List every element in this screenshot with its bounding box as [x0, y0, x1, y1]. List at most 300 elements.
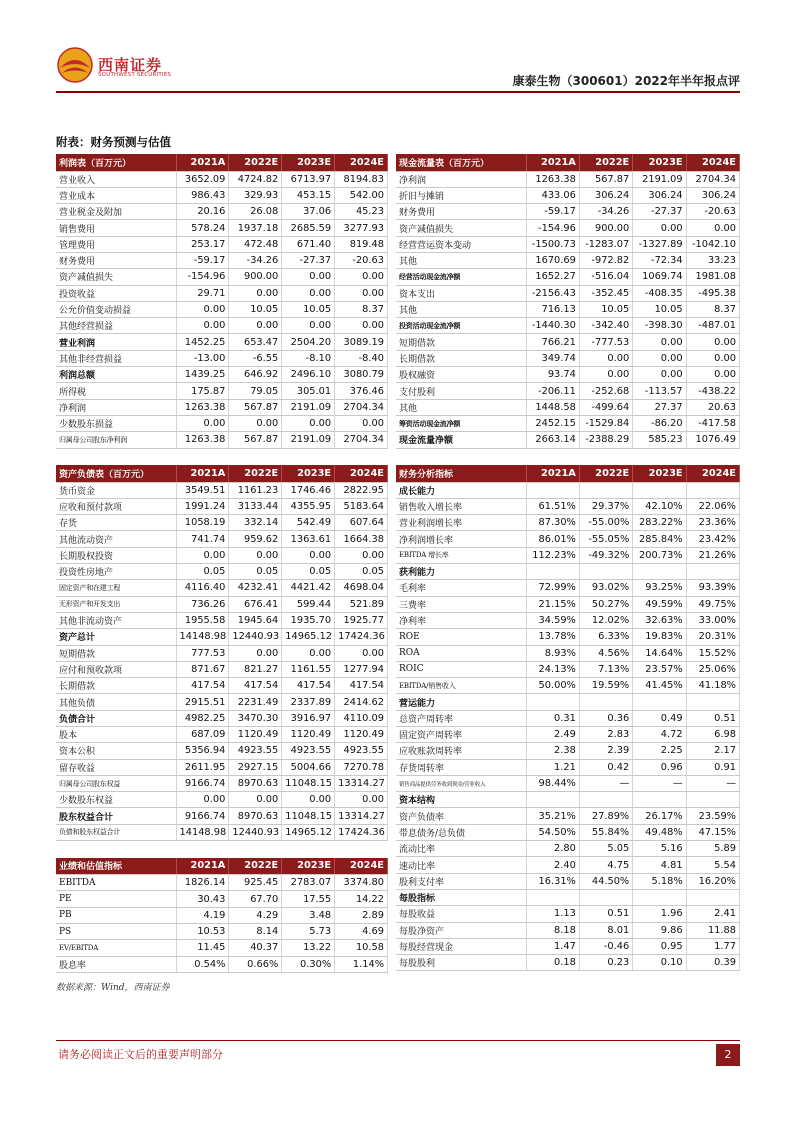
row-value: 26.17% [633, 808, 686, 824]
row-value: 0.00 [686, 220, 739, 236]
row-label: 获利能力 [396, 564, 526, 580]
table-row [56, 301, 388, 317]
row-value: 0.00 [633, 367, 686, 383]
row-value: 2496.10 [282, 367, 335, 383]
year-header: 2021A [176, 154, 229, 171]
row-value: 61.51% [526, 498, 579, 514]
left-table [56, 154, 388, 973]
row-label: 投资性房地产 [56, 564, 176, 580]
table-row [56, 629, 388, 645]
row-value: 4232.41 [229, 580, 282, 596]
table-row [396, 629, 740, 645]
row-value: 19.83% [633, 629, 686, 645]
table-row [56, 596, 388, 612]
header-divider [56, 91, 740, 93]
row-value: 2.17 [686, 743, 739, 759]
year-header: 2024E [335, 858, 388, 875]
row-value: 2915.51 [176, 694, 229, 710]
row-value: 8.37 [686, 301, 739, 317]
row-value: 0.18 [526, 955, 579, 971]
row-label: 所得税 [56, 383, 176, 399]
row-value: 0.00 [335, 285, 388, 301]
row-label: 净利润增长率 [396, 531, 526, 547]
row-value: 5004.66 [282, 759, 335, 775]
row-value [579, 564, 632, 580]
row-value: 72.99% [526, 580, 579, 596]
row-label: 营业利润 [56, 334, 176, 350]
row-value [686, 792, 739, 808]
row-value: 0.49 [633, 710, 686, 726]
row-value: 453.15 [282, 187, 335, 203]
row-label: 资本支出 [396, 285, 526, 301]
row-label: 存货 [56, 515, 176, 531]
row-value: 0.00 [176, 301, 229, 317]
row-value: 0.00 [229, 318, 282, 334]
row-value: 200.73% [633, 547, 686, 563]
row-value: 3080.79 [335, 367, 388, 383]
row-value: 0.54% [176, 956, 229, 972]
table-header-row [56, 465, 388, 482]
row-value: -72.34 [633, 252, 686, 268]
report-title: 康泰生物（300601）2022年半年报点评 [512, 74, 740, 88]
row-value: 0.00 [335, 415, 388, 431]
row-value: 819.48 [335, 236, 388, 252]
row-value: 1991.24 [176, 498, 229, 514]
row-value: 49.75% [686, 596, 739, 612]
row-value: 2191.09 [633, 171, 686, 187]
table-row [396, 955, 740, 971]
row-value: 112.23% [526, 547, 579, 563]
table-row [56, 220, 388, 236]
row-value: 1.21 [526, 759, 579, 775]
row-value: 0.00 [176, 547, 229, 563]
row-value: 10.05 [633, 301, 686, 317]
row-value: -8.40 [335, 350, 388, 366]
row-value [526, 694, 579, 710]
row-value: 687.09 [176, 727, 229, 743]
row-value: -438.22 [686, 383, 739, 399]
row-label: 三费率 [396, 596, 526, 612]
table-row [56, 171, 388, 187]
row-value: 13.22 [282, 940, 335, 956]
table-row [56, 661, 388, 677]
table-title: 利润表（百万元） [56, 154, 176, 171]
row-value: 44.50% [579, 873, 632, 889]
row-value [526, 482, 579, 498]
row-value: 4923.55 [335, 743, 388, 759]
row-value: 29.71 [176, 285, 229, 301]
row-value: 417.54 [335, 678, 388, 694]
year-header: 2023E [633, 154, 686, 171]
row-value: 349.74 [526, 350, 579, 366]
row-value: 585.23 [633, 432, 686, 448]
spacer-cell [176, 841, 229, 858]
row-label: 无形资产和开发支出 [56, 596, 176, 612]
row-value: 2504.20 [282, 334, 335, 350]
row-value: 376.46 [335, 383, 388, 399]
row-value: 0.00 [229, 415, 282, 431]
row-value: 900.00 [229, 269, 282, 285]
row-value: 0.00 [282, 415, 335, 431]
row-value: 13314.27 [335, 808, 388, 824]
row-value: -1042.10 [686, 236, 739, 252]
row-value: 2.40 [526, 857, 579, 873]
row-label: 股东权益合计 [56, 808, 176, 824]
table-row [56, 940, 388, 956]
table-row [396, 596, 740, 612]
row-value: 1069.74 [633, 269, 686, 285]
row-value: 8970.63 [229, 775, 282, 791]
table-header-row [396, 465, 740, 482]
row-label: 资本结构 [396, 792, 526, 808]
table-row [56, 743, 388, 759]
row-value: 49.59% [633, 596, 686, 612]
row-value: 417.54 [176, 678, 229, 694]
table-row [396, 367, 740, 383]
row-value: 2452.15 [526, 415, 579, 431]
row-value: 925.45 [229, 875, 282, 891]
row-label: 流动比率 [396, 841, 526, 857]
row-value: 30.43 [176, 891, 229, 907]
table-row [396, 743, 740, 759]
row-label: 其他 [396, 399, 526, 415]
row-label: 应付和预收款项 [56, 661, 176, 677]
row-label: 管理费用 [56, 236, 176, 252]
row-value: 93.39% [686, 580, 739, 596]
row-value: 17424.36 [335, 824, 388, 840]
year-header: 2022E [579, 154, 632, 171]
row-value: 0.00 [229, 792, 282, 808]
row-value: 2.80 [526, 841, 579, 857]
row-value: 2704.34 [335, 399, 388, 415]
row-value: 900.00 [579, 220, 632, 236]
row-value: 4.81 [633, 857, 686, 873]
year-header: 2024E [335, 154, 388, 171]
footer-disclaimer: 请务必阅读正文后的重要声明部分 [58, 1048, 223, 1061]
row-label: 长期借款 [396, 350, 526, 366]
row-value: 417.54 [282, 678, 335, 694]
row-value: 4355.95 [282, 498, 335, 514]
row-value: -2156.43 [526, 285, 579, 301]
row-value: 1670.69 [526, 252, 579, 268]
row-label: 现金流量净额 [396, 432, 526, 448]
table-row [56, 645, 388, 661]
row-value: 0.00 [579, 350, 632, 366]
row-value: 0.00 [176, 415, 229, 431]
row-label: 应收账款周转率 [396, 743, 526, 759]
table-row [396, 841, 740, 857]
row-value: 1826.14 [176, 875, 229, 891]
row-label: PS [56, 923, 176, 939]
row-value: 6713.97 [282, 171, 335, 187]
table-row [396, 612, 740, 628]
row-value [579, 889, 632, 905]
row-value: 1161.55 [282, 661, 335, 677]
row-value: 1076.49 [686, 432, 739, 448]
row-label: EBITDA [56, 875, 176, 891]
table-row [56, 775, 388, 791]
row-value [686, 564, 739, 580]
table-row [56, 891, 388, 907]
row-value: 0.36 [579, 710, 632, 726]
row-value: 1746.46 [282, 482, 335, 498]
table-row [396, 432, 740, 448]
year-header: 2023E [282, 465, 335, 482]
table-row [56, 727, 388, 743]
row-value: 0.23 [579, 955, 632, 971]
row-value: 716.13 [526, 301, 579, 317]
row-value: 6.98 [686, 727, 739, 743]
row-value: 10.05 [229, 301, 282, 317]
row-value: 21.26% [686, 547, 739, 563]
table-row [396, 482, 740, 498]
row-value: 2704.34 [335, 432, 388, 448]
row-label: 投资活动现金流净额 [396, 318, 526, 334]
row-value: 2663.14 [526, 432, 579, 448]
table-row [56, 792, 388, 808]
row-value: -252.68 [579, 383, 632, 399]
table-row [396, 694, 740, 710]
year-header: 2024E [686, 154, 739, 171]
row-value [526, 792, 579, 808]
row-value: -495.38 [686, 285, 739, 301]
row-value: 23.59% [686, 808, 739, 824]
page-header [56, 42, 740, 92]
row-value: 14965.12 [282, 824, 335, 840]
row-value: -13.00 [176, 350, 229, 366]
row-value: 653.47 [229, 334, 282, 350]
row-value: 4.75 [579, 857, 632, 873]
spacer-cell [335, 841, 388, 858]
row-value: 14965.12 [282, 629, 335, 645]
row-value: 55.84% [579, 824, 632, 840]
row-value: 3549.51 [176, 482, 229, 498]
row-value: 542.49 [282, 515, 335, 531]
row-value: 14148.98 [176, 824, 229, 840]
spacer-cell [526, 448, 579, 465]
table-title: 现金流量表（百万元） [396, 154, 526, 171]
row-value: 2822.95 [335, 482, 388, 498]
row-label: ROA [396, 645, 526, 661]
table-row [396, 938, 740, 954]
row-value: 11.88 [686, 922, 739, 938]
row-label: EBITDA 增长率 [396, 547, 526, 563]
row-value: 8970.63 [229, 808, 282, 824]
row-value: 2611.95 [176, 759, 229, 775]
row-value: 0.05 [335, 564, 388, 580]
row-value: 9166.74 [176, 775, 229, 791]
row-value: 0.00 [335, 792, 388, 808]
row-label: 营业收入 [56, 171, 176, 187]
row-value [633, 564, 686, 580]
row-value: 0.00 [229, 285, 282, 301]
row-value: 2.83 [579, 727, 632, 743]
row-value: 578.24 [176, 220, 229, 236]
row-value: 0.00 [229, 547, 282, 563]
table-row [396, 775, 740, 791]
row-value: 0.00 [229, 645, 282, 661]
row-value: 0.51 [579, 906, 632, 922]
row-value: 0.00 [282, 792, 335, 808]
row-value: 0.00 [282, 318, 335, 334]
table-row [396, 824, 740, 840]
row-value: 19.59% [579, 678, 632, 694]
row-value: 736.26 [176, 596, 229, 612]
table-row [396, 515, 740, 531]
table-title: 资产负债表（百万元） [56, 465, 176, 482]
row-value: -1500.73 [526, 236, 579, 252]
row-value: -417.58 [686, 415, 739, 431]
row-value: 26.08 [229, 204, 282, 220]
table-row [56, 710, 388, 726]
table-row [56, 956, 388, 972]
row-value: 0.00 [633, 350, 686, 366]
footer-divider [56, 1040, 740, 1041]
row-value: -113.57 [633, 383, 686, 399]
row-value: 5.18% [633, 873, 686, 889]
row-label: 留存收益 [56, 759, 176, 775]
row-value: 21.15% [526, 596, 579, 612]
row-label: 营业成本 [56, 187, 176, 203]
left-column [56, 154, 388, 973]
table-row [396, 889, 740, 905]
row-label: 带息债务/总负债 [396, 824, 526, 840]
year-header: 2024E [686, 465, 739, 482]
row-value: 8194.83 [335, 171, 388, 187]
row-value: 1263.38 [176, 432, 229, 448]
section-title: 附表：财务预测与估值 [56, 135, 171, 149]
row-value: 22.06% [686, 498, 739, 514]
row-label: 固定资产和在建工程 [56, 580, 176, 596]
row-value: 433.06 [526, 187, 579, 203]
row-value: 0.00 [633, 220, 686, 236]
row-label: 股息率 [56, 956, 176, 972]
spacer-row [56, 841, 388, 858]
row-label: 每股收益 [396, 906, 526, 922]
row-label: 净利润 [56, 399, 176, 415]
row-label: PB [56, 907, 176, 923]
row-value: 33.23 [686, 252, 739, 268]
row-value: -206.11 [526, 383, 579, 399]
row-label: 短期借款 [396, 334, 526, 350]
row-value: 1.77 [686, 938, 739, 954]
row-value: 5.05 [579, 841, 632, 857]
row-value: 0.00 [579, 367, 632, 383]
row-label: PE [56, 891, 176, 907]
row-value: 11.45 [176, 940, 229, 956]
row-label: 每股经营现金 [396, 938, 526, 954]
row-value: 607.64 [335, 515, 388, 531]
table-row [56, 350, 388, 366]
row-value: 821.27 [229, 661, 282, 677]
row-value: 3277.93 [335, 220, 388, 236]
row-value: 0.00 [282, 285, 335, 301]
row-label: 其他非经营损益 [56, 350, 176, 366]
row-value: -1327.89 [633, 236, 686, 252]
row-value: 4.69 [335, 923, 388, 939]
row-value: 23.42% [686, 531, 739, 547]
row-value: 4982.25 [176, 710, 229, 726]
year-header: 2023E [282, 154, 335, 171]
row-value: 0.30% [282, 956, 335, 972]
row-value: 14.64% [633, 645, 686, 661]
row-value: 0.00 [282, 269, 335, 285]
row-value: 47.15% [686, 824, 739, 840]
table-row [56, 612, 388, 628]
table-row [56, 678, 388, 694]
row-value: 0.96 [633, 759, 686, 775]
table-row [56, 907, 388, 923]
row-value: 283.22% [633, 515, 686, 531]
row-value: 3916.97 [282, 710, 335, 726]
spacer-cell [176, 448, 229, 465]
row-value: 12440.93 [229, 824, 282, 840]
row-value [686, 694, 739, 710]
row-value: -59.17 [176, 252, 229, 268]
spacer-cell [56, 841, 176, 858]
row-value: -2388.29 [579, 432, 632, 448]
row-label: 其他负债 [56, 694, 176, 710]
row-value: 29.37% [579, 498, 632, 514]
row-label: 折旧与摊销 [396, 187, 526, 203]
logo-emblem-icon [56, 46, 94, 84]
row-value: -1283.07 [579, 236, 632, 252]
spacer-cell [396, 448, 526, 465]
row-value: 306.24 [579, 187, 632, 203]
row-value: 42.10% [633, 498, 686, 514]
row-value: 2191.09 [282, 432, 335, 448]
row-value: 0.00 [633, 334, 686, 350]
row-value: 4698.04 [335, 580, 388, 596]
row-value: -499.64 [579, 399, 632, 415]
spacer-cell [282, 841, 335, 858]
row-value: 175.87 [176, 383, 229, 399]
row-value: 766.21 [526, 334, 579, 350]
row-value: -1529.84 [579, 415, 632, 431]
row-label: 资产负债率 [396, 808, 526, 824]
row-value: -20.63 [335, 252, 388, 268]
table-row [56, 383, 388, 399]
year-header: 2022E [229, 858, 282, 875]
row-value: 25.06% [686, 661, 739, 677]
table-row [56, 269, 388, 285]
row-label: 每股股利 [396, 955, 526, 971]
row-label: 存货周转率 [396, 759, 526, 775]
row-value: 12.02% [579, 612, 632, 628]
row-label: 销售费用 [56, 220, 176, 236]
row-value: 20.63 [686, 399, 739, 415]
row-value: 0.00 [335, 547, 388, 563]
table-row [56, 515, 388, 531]
table-row [396, 171, 740, 187]
right-column [396, 154, 740, 971]
year-header: 2021A [176, 465, 229, 482]
row-value: 2927.15 [229, 759, 282, 775]
table-row [56, 415, 388, 431]
table-row [56, 759, 388, 775]
year-header: 2022E [229, 154, 282, 171]
row-value: 1664.38 [335, 531, 388, 547]
year-header: 2022E [579, 465, 632, 482]
page-number: 2 [716, 1044, 740, 1066]
row-value: 0.42 [579, 759, 632, 775]
row-value: 0.00 [686, 334, 739, 350]
row-value: 93.02% [579, 580, 632, 596]
row-value: 0.00 [176, 792, 229, 808]
table-row [56, 808, 388, 824]
spacer-row [56, 448, 388, 465]
row-value: 2.25 [633, 743, 686, 759]
